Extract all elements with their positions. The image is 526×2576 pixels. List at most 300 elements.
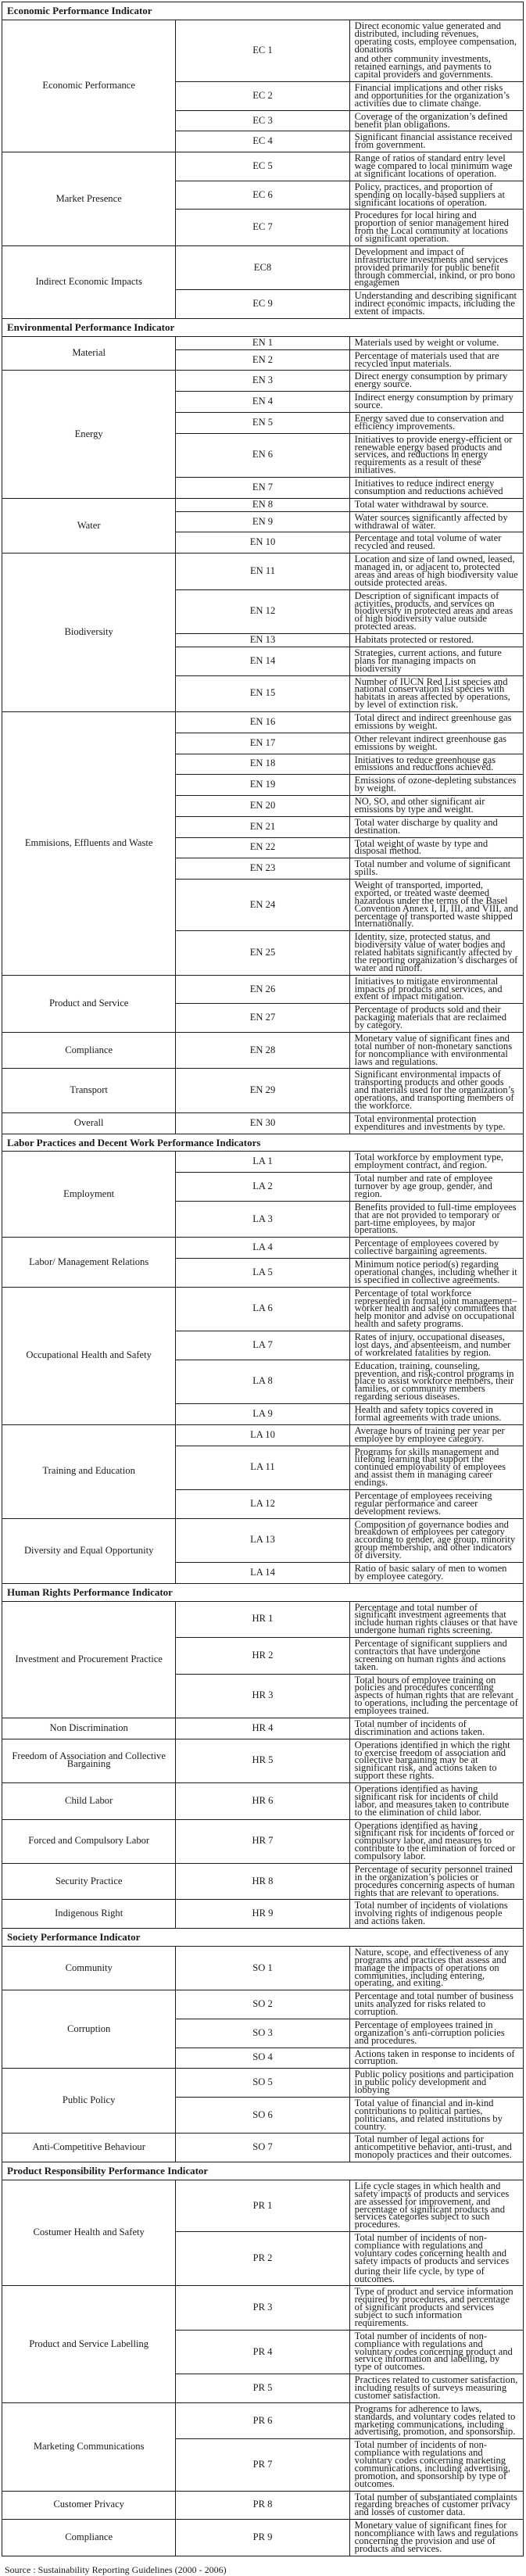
category-cell: Transport bbox=[2, 1069, 176, 1112]
table-body bbox=[2, 2, 524, 2556]
indicator-code: SO 1 bbox=[176, 1946, 349, 1990]
indicator-description bbox=[349, 1201, 523, 1238]
description-text: Composition of governance bodies and breakdown of employees per category according to gender, age group, minority group membership, and other indicators of diversity. bbox=[354, 1518, 516, 1560]
table-row bbox=[2, 2520, 524, 2556]
description-text: Development and impact of infrastructure investments and services provided primarily for public benefit through commercial, inkind, or pro bono engagemen bbox=[354, 245, 515, 288]
indicator-description bbox=[349, 1638, 523, 1675]
description-text: Total workforce by employment type, employment contract, and region. bbox=[354, 1152, 504, 1171]
indicator-description bbox=[349, 336, 523, 349]
description-text: Description of significant impacts of activities, products, and services on biodiversity in protected areas and areas of high biodiversity value outside protected areas. bbox=[354, 589, 513, 632]
indicator-code: LA 13 bbox=[176, 1518, 349, 1562]
indicator-description bbox=[349, 2019, 523, 2048]
indicator-description bbox=[349, 1331, 523, 1360]
section-header-row bbox=[2, 2162, 524, 2180]
description-text: Direct economic value generated and distributed, including revenues, operating costs, employee compensation, donations bbox=[354, 20, 517, 55]
indicator-description bbox=[349, 816, 523, 837]
category-cell: Diversity and Equal Opportunity bbox=[2, 1518, 176, 1583]
indicator-description bbox=[349, 2180, 523, 2231]
indicator-description bbox=[349, 478, 523, 499]
indicator-description bbox=[349, 837, 523, 858]
indicator-code: PR 7 bbox=[176, 2439, 349, 2491]
category-cell: Anti-Competitive Behaviour bbox=[2, 2134, 176, 2162]
category-cell: Occupational Health and Safety bbox=[2, 1287, 176, 1424]
indicator-code: LA 11 bbox=[176, 1446, 349, 1489]
gri-indicator-table bbox=[2, 2, 524, 2556]
description-text: Average hours of training per year per employee by employee category. bbox=[354, 1424, 505, 1444]
category-cell: Marketing Communications bbox=[2, 2402, 176, 2491]
description-text: Operations identified as having significant risk for incidents of forced or compulsory labor, and measures to contribute to the elimination of forced or compulsory labor. bbox=[354, 1819, 516, 1861]
description-text: Health and safety topics covered in formal agreements with trade unions. bbox=[354, 1404, 502, 1423]
indicator-description bbox=[349, 1152, 523, 1173]
section-header-row bbox=[2, 318, 524, 336]
category-cell: Emmisions, Effluents and Waste bbox=[2, 712, 176, 976]
indicator-description bbox=[349, 975, 523, 1004]
indicator-description bbox=[349, 1863, 523, 1900]
indicator-description bbox=[349, 858, 523, 880]
description-text: Education, training, counseling, prevention, and risk-control programs in place to assist workforce members, their families, or community members regarding serious diseases. bbox=[354, 1360, 514, 1403]
category-cell: Product and Service Labelling bbox=[2, 2286, 176, 2402]
table-row bbox=[2, 1518, 524, 1562]
description-text: Coverage of the organization’s defined benefit plan obligations. bbox=[354, 110, 508, 130]
table-row bbox=[2, 1739, 524, 1782]
indicator-code: EN 5 bbox=[176, 412, 349, 433]
indicator-code: EC 9 bbox=[176, 290, 349, 319]
description-text: Habitats protected or restored. bbox=[354, 634, 474, 645]
description-text: Total environmental protection expenditures and investments by type. bbox=[354, 1112, 506, 1132]
indicator-code: EN 25 bbox=[176, 931, 349, 975]
indicator-description bbox=[349, 931, 523, 975]
table-row bbox=[2, 1946, 524, 1990]
section-header-row bbox=[2, 1583, 524, 1601]
description-text: Life cycle stages in which health and safety impacts of products and services are assessed for improvement, and percentage of significant products and services categories subject to such procedures. bbox=[354, 2180, 510, 2230]
indicator-code: LA 2 bbox=[176, 1173, 349, 1202]
indicator-code: EN 19 bbox=[176, 775, 349, 796]
description-text: Identity, size, protected status, and biodiversity value of water bodies and related habitats significantly affected by the reporting organization’s discharges of water and runoff. bbox=[354, 931, 518, 973]
indicator-code: HR 6 bbox=[176, 1783, 349, 1820]
description-text: Percentage and total volume of water recycled and reused. bbox=[354, 532, 502, 552]
indicator-description bbox=[349, 775, 523, 796]
table-row bbox=[2, 1990, 524, 2019]
description-text: Procedures for local hiring and proportion of senior management hired from the Local community at locations of significant operation. bbox=[354, 210, 509, 244]
indicator-description bbox=[349, 1360, 523, 1403]
indicator-description bbox=[349, 1238, 523, 1259]
indicator-description bbox=[349, 1446, 523, 1489]
indicator-description bbox=[349, 2048, 523, 2069]
indicator-code: EN 8 bbox=[176, 498, 349, 511]
table-row bbox=[2, 2402, 524, 2439]
description-text: Indirect energy consumption by primary source. bbox=[354, 392, 513, 410]
description-text-continued: and other community investments, retained earnings, and payments to capital providers and governments. bbox=[354, 53, 493, 81]
indicator-code: EN 15 bbox=[176, 675, 349, 712]
indicator-code: EN 22 bbox=[176, 837, 349, 858]
indicator-description bbox=[349, 110, 523, 131]
indicator-description bbox=[349, 131, 523, 152]
indicator-code: LA 1 bbox=[176, 1152, 349, 1173]
section-header-row bbox=[2, 2, 524, 20]
indicator-code: EN 6 bbox=[176, 433, 349, 477]
category-cell: Biodiversity bbox=[2, 554, 176, 712]
table-row bbox=[2, 1601, 524, 1638]
description-text: Monetary value of significant fines for noncompliance with laws and regulations concerning the provision and use of products and services. bbox=[354, 2520, 518, 2554]
description-text: Significant financial assistance received from government. bbox=[354, 131, 513, 151]
description-text: Policy, practices, and proportion of spending on locally-based suppliers at significant locations of operation. bbox=[354, 181, 506, 208]
indicator-description bbox=[349, 589, 523, 633]
table-row bbox=[2, 2286, 524, 2330]
section-header-row bbox=[2, 1134, 524, 1152]
indicator-description bbox=[349, 796, 523, 817]
indicator-code: EC 5 bbox=[176, 152, 349, 181]
indicator-description bbox=[349, 1032, 523, 1069]
indicator-description bbox=[349, 2520, 523, 2556]
indicator-code: EN 13 bbox=[176, 634, 349, 647]
description-text: Percentage and total number of significant investment agreements that include human rights clauses or that have undergone human rights screening. bbox=[354, 1601, 518, 1636]
table-row bbox=[2, 1287, 524, 1331]
table-row bbox=[2, 20, 524, 81]
description-text: Programs for skills management and lifelong learning that support the continued employability of employees and assist them in managing career endings. bbox=[354, 1446, 506, 1488]
indicator-code: HR 8 bbox=[176, 1863, 349, 1900]
indicator-code: LA 10 bbox=[176, 1424, 349, 1446]
table-row bbox=[2, 1238, 524, 1259]
indicator-description bbox=[349, 2286, 523, 2330]
table-row bbox=[2, 2491, 524, 2520]
indicator-code: EN 20 bbox=[176, 796, 349, 817]
table-row bbox=[2, 712, 524, 733]
category-cell: Water bbox=[2, 498, 176, 553]
description-text: Percentage of materials used that are recycled input materials. bbox=[354, 349, 499, 369]
table-row bbox=[2, 1112, 524, 1134]
indicator-description bbox=[349, 2439, 523, 2491]
indicator-code: PR 9 bbox=[176, 2520, 349, 2556]
indicator-description bbox=[349, 1601, 523, 1638]
indicator-code: EN 24 bbox=[176, 880, 349, 931]
indicator-code: LA 4 bbox=[176, 1238, 349, 1259]
description-text: Total number of legal actions for anticompetitive behavior, anti-trust, and monopoly practices and their outcomes. bbox=[354, 2134, 512, 2161]
description-text: Total water withdrawal by source. bbox=[354, 498, 489, 510]
indicator-description bbox=[349, 880, 523, 931]
description-text: Energy saved due to conservation and efficiency improvements. bbox=[354, 412, 504, 432]
category-cell: Security Practice bbox=[2, 1863, 176, 1900]
description-text: Other relevant indirect greenhouse gas emissions by weight. bbox=[354, 733, 507, 752]
indicator-code: LA 7 bbox=[176, 1331, 349, 1360]
description-text: Total number and volume of significant spills. bbox=[354, 858, 511, 878]
indicator-description bbox=[349, 1424, 523, 1446]
section-title: Labor Practices and Decent Work Performance Indicators bbox=[2, 1134, 524, 1152]
category-cell: Community bbox=[2, 1946, 176, 1990]
category-cell: Economic Performance bbox=[2, 20, 176, 152]
indicator-description bbox=[349, 433, 523, 477]
description-text: Total number of incidents of discrimination and actions taken. bbox=[354, 1718, 485, 1737]
indicator-code: LA 12 bbox=[176, 1489, 349, 1518]
indicator-description bbox=[349, 1946, 523, 1990]
table-row bbox=[2, 245, 524, 289]
description-text: Total water discharge by quality and destination. bbox=[354, 816, 498, 836]
description-text: Total weight of waste by type and disposal method. bbox=[354, 837, 488, 857]
indicator-code: EC 1 bbox=[176, 20, 349, 81]
indicator-description bbox=[349, 1674, 523, 1718]
indicator-description bbox=[349, 2134, 523, 2162]
indicator-description bbox=[349, 1783, 523, 1820]
table-row bbox=[2, 1032, 524, 1069]
indicator-description bbox=[349, 2374, 523, 2403]
category-cell: Market Presence bbox=[2, 152, 176, 246]
indicator-code: EN 26 bbox=[176, 975, 349, 1004]
indicator-description bbox=[349, 554, 523, 590]
table-row bbox=[2, 1783, 524, 1820]
indicator-code: EN 17 bbox=[176, 733, 349, 754]
indicator-code: LA 9 bbox=[176, 1404, 349, 1425]
table-row bbox=[2, 975, 524, 1004]
indicator-code: EN 27 bbox=[176, 1004, 349, 1033]
description-text: Total number of incidents of violations involving rights of indigenous people and actions taken. bbox=[354, 1900, 508, 1927]
indicator-code: EN 9 bbox=[176, 511, 349, 532]
category-cell: Compliance bbox=[2, 1032, 176, 1069]
indicator-description bbox=[349, 210, 523, 246]
table-row bbox=[2, 371, 524, 392]
description-text: Emissions of ozone-depleting substances by weight. bbox=[354, 775, 517, 794]
description-text: Understanding and describing significant indirect economic impacts, including the extent of impacts. bbox=[354, 290, 517, 317]
indicator-code: LA 5 bbox=[176, 1259, 349, 1288]
description-text: Percentage of security personnel trained in the organization’s policies or procedures concerning aspects of human rights that are relevant to operations. bbox=[354, 1863, 515, 1898]
section-header-row bbox=[2, 1929, 524, 1947]
indicator-description bbox=[349, 152, 523, 181]
indicator-description bbox=[349, 532, 523, 554]
description-text: Minimum notice period(s) regarding operational changes, including whether it is specified in collective agreements. bbox=[354, 1259, 517, 1285]
indicator-description bbox=[349, 1112, 523, 1134]
indicator-code: PR 4 bbox=[176, 2330, 349, 2374]
description-text: Initiatives to reduce indirect energy consumption and reductions achieved bbox=[354, 478, 503, 496]
indicator-description bbox=[349, 511, 523, 532]
indicator-description bbox=[349, 2069, 523, 2098]
category-cell: Public Policy bbox=[2, 2069, 176, 2134]
indicator-description bbox=[349, 349, 523, 371]
indicator-description bbox=[349, 1287, 523, 1331]
description-text: Benefits provided to full-time employees that are not provided to temporary or part-time employees, by major operations. bbox=[354, 1201, 517, 1236]
indicator-description bbox=[349, 1173, 523, 1202]
indicator-code: SO 2 bbox=[176, 1990, 349, 2019]
description-text: Percentage of employees receiving regular performance and career development reviews. bbox=[354, 1489, 492, 1517]
description-text: Initiatives to mitigate environmental impacts of products and services, and extent of impact mitigation. bbox=[354, 975, 503, 1002]
indicator-code: EN 7 bbox=[176, 478, 349, 499]
indicator-code: SO 4 bbox=[176, 2048, 349, 2069]
indicator-description bbox=[349, 1562, 523, 1583]
description-text: Percentage of significant suppliers and contractors that have undergone screening on human rights and actions taken. bbox=[354, 1638, 507, 1672]
description-text: Total number of substantiated complaints regarding breaches of customer privacy and losses of customer data. bbox=[354, 2491, 517, 2518]
indicator-code: SO 6 bbox=[176, 2097, 349, 2134]
section-title: Human Rights Performance Indicator bbox=[2, 1583, 524, 1601]
indicator-description bbox=[349, 1900, 523, 1929]
section-title: Economic Performance Indicator bbox=[2, 2, 524, 20]
indicator-code: PR 3 bbox=[176, 2286, 349, 2330]
description-text: Operations identified as having significant risk for incidents of child labor, and measures taken to contribute to the elimination of child labor. bbox=[354, 1783, 510, 1818]
indicator-code: PR 2 bbox=[176, 2232, 349, 2286]
indicator-code: EC8 bbox=[176, 245, 349, 289]
description-text: Total number of incidents of non-compliance with regulations and voluntary codes concerning marketing communications, including advertising, promotion, and sponsorship by type of outcomes. bbox=[354, 2439, 511, 2489]
indicator-code: HR 4 bbox=[176, 1718, 349, 1739]
indicator-code: EC 7 bbox=[176, 210, 349, 246]
table-row bbox=[2, 1152, 524, 1173]
indicator-description bbox=[349, 290, 523, 319]
indicator-code: SO 3 bbox=[176, 2019, 349, 2048]
indicator-code: EN 21 bbox=[176, 816, 349, 837]
indicator-code: EN 14 bbox=[176, 647, 349, 675]
indicator-code: HR 9 bbox=[176, 1900, 349, 1929]
description-text-continued: during their life cycle, by type of outcomes. bbox=[354, 2265, 485, 2284]
indicator-code: HR 7 bbox=[176, 1819, 349, 1863]
indicator-code: EC 2 bbox=[176, 82, 349, 111]
indicator-description bbox=[349, 1259, 523, 1288]
section-title: Environmental Performance Indicator bbox=[2, 318, 524, 336]
description-text: Range of ratios of standard entry level wage compared to local minimum wage at significant locations of operation. bbox=[354, 152, 513, 179]
table-row bbox=[2, 336, 524, 349]
description-text: Water sources significantly affected by withdrawal of water. bbox=[354, 511, 508, 531]
indicator-description bbox=[349, 1518, 523, 1562]
indicator-table-container bbox=[2, 2, 524, 2556]
indicator-description bbox=[349, 2402, 523, 2439]
indicator-description bbox=[349, 1718, 523, 1739]
description-text: Initiatives to provide energy-efficient or renewable energy based products and services, and reductions in energy requirements as a result of these initiatives. bbox=[354, 433, 513, 476]
indicator-description bbox=[349, 754, 523, 775]
indicator-description bbox=[349, 647, 523, 675]
description-text: Direct energy consumption by primary energy source. bbox=[354, 371, 508, 390]
indicator-code: PR 8 bbox=[176, 2491, 349, 2520]
indicator-description bbox=[349, 1489, 523, 1518]
indicator-code: EC 4 bbox=[176, 131, 349, 152]
indicator-description bbox=[349, 20, 523, 81]
category-cell: Employment bbox=[2, 1152, 176, 1238]
indicator-code: HR 2 bbox=[176, 1638, 349, 1675]
category-cell: Training and Education bbox=[2, 1424, 176, 1518]
description-text: Percentage of employees covered by collective bargaining agreements. bbox=[354, 1238, 499, 1257]
description-text: Materials used by weight or volume. bbox=[354, 336, 499, 348]
source-note: Source : Sustainability Reporting Guidelines (2000 - 2006) bbox=[5, 2563, 227, 2575]
category-cell: Overall bbox=[2, 1112, 176, 1134]
category-cell: Labor/ Management Relations bbox=[2, 1238, 176, 1287]
indicator-description bbox=[349, 1004, 523, 1033]
indicator-description bbox=[349, 675, 523, 712]
indicator-code: EN 11 bbox=[176, 554, 349, 590]
indicator-code: LA 14 bbox=[176, 1562, 349, 1583]
description-text: Weight of transported, imported, exported, or treated waste deemed hazardous under the terms of the Basel Convention Annex I, II, III, and VIII, and percentage of transported waste shipped internationally. bbox=[354, 880, 518, 930]
table-row bbox=[2, 1069, 524, 1112]
indicator-description bbox=[349, 82, 523, 111]
indicator-description bbox=[349, 1069, 523, 1112]
indicator-code: LA 6 bbox=[176, 1287, 349, 1331]
indicator-description bbox=[349, 2097, 523, 2134]
category-cell: Investment and Procurement Practice bbox=[2, 1601, 176, 1718]
table-row bbox=[2, 2180, 524, 2231]
description-text: Public policy positions and participation in public policy development and lobbying bbox=[354, 2069, 514, 2095]
indicator-description bbox=[349, 181, 523, 210]
indicator-code: EN 29 bbox=[176, 1069, 349, 1112]
description-text: Total number of incidents of non-compliance with regulations and voluntary codes concerning health and safety impacts of products and services bbox=[354, 2232, 510, 2266]
table-row bbox=[2, 1900, 524, 1929]
description-text: Significant environmental impacts of transporting products and other goods and materials used for the organization’s operations, and transporting members of the workforce. bbox=[354, 1069, 515, 1111]
indicator-description bbox=[349, 2491, 523, 2520]
section-title: Society Performance Indicator bbox=[2, 1929, 524, 1947]
indicator-description bbox=[349, 2330, 523, 2374]
category-cell: Indirect Economic Impacts bbox=[2, 245, 176, 318]
category-cell: Material bbox=[2, 336, 176, 371]
description-text: Total value of financial and in-kind contributions to political parties, politicians, and related institutions by country. bbox=[354, 2097, 503, 2132]
indicator-code: EN 1 bbox=[176, 336, 349, 349]
indicator-code: HR 1 bbox=[176, 1601, 349, 1638]
description-text: Percentage of products sold and their packaging materials that are reclaimed by category. bbox=[354, 1004, 507, 1030]
indicator-code: EN 23 bbox=[176, 858, 349, 880]
indicator-code: EN 12 bbox=[176, 589, 349, 633]
indicator-code: PR 6 bbox=[176, 2402, 349, 2439]
indicator-code: HR 5 bbox=[176, 1739, 349, 1782]
indicator-description bbox=[349, 712, 523, 733]
indicator-description bbox=[349, 1404, 523, 1425]
description-text: Strategies, current actions, and future plans for managing impacts on biodiversity bbox=[354, 647, 502, 674]
indicator-description bbox=[349, 498, 523, 511]
indicator-code: LA 3 bbox=[176, 1201, 349, 1238]
indicator-code: SO 7 bbox=[176, 2134, 349, 2162]
category-cell: Product and Service bbox=[2, 975, 176, 1032]
category-cell: Corruption bbox=[2, 1990, 176, 2069]
category-cell: Freedom of Association and Collective Bargaining bbox=[2, 1739, 176, 1782]
indicator-description bbox=[349, 392, 523, 413]
description-text: Ratio of basic salary of men to women by employee category. bbox=[354, 1562, 507, 1582]
indicator-code: HR 3 bbox=[176, 1674, 349, 1718]
description-text: Practices related to customer satisfaction, including results of surveys measuring customer satisfaction. bbox=[354, 2374, 518, 2401]
table-row bbox=[2, 1424, 524, 1446]
section-title: Product Responsibility Performance Indicator bbox=[2, 2162, 524, 2180]
category-cell: Customer Privacy bbox=[2, 2491, 176, 2520]
description-text: Financial implications and other risks and opportunities for the organization’s activities due to climate change. bbox=[354, 82, 510, 109]
indicator-description bbox=[349, 371, 523, 392]
indicator-code: EN 4 bbox=[176, 392, 349, 413]
indicator-code: EN 30 bbox=[176, 1112, 349, 1134]
indicator-code: PR 1 bbox=[176, 2180, 349, 2231]
indicator-description bbox=[349, 733, 523, 754]
indicator-code: EN 28 bbox=[176, 1032, 349, 1069]
indicator-code: LA 8 bbox=[176, 1360, 349, 1403]
indicator-code: EN 18 bbox=[176, 754, 349, 775]
description-text: Type of product and service information required by procedures, and percentage of significant products and services subject to such information requirements. bbox=[354, 2286, 513, 2328]
category-cell: Costumer Health and Safety bbox=[2, 2180, 176, 2286]
category-cell: Forced and Compulsory Labor bbox=[2, 1819, 176, 1863]
category-cell: Compliance bbox=[2, 2520, 176, 2556]
description-text: Number of IUCN Red List species and national conservation list species with habitats in areas affected by operations, by level of extinction risk. bbox=[354, 675, 510, 711]
indicator-code: EN 3 bbox=[176, 371, 349, 392]
category-cell: Indigenous Right bbox=[2, 1900, 176, 1929]
table-row bbox=[2, 554, 524, 590]
table-row bbox=[2, 1718, 524, 1739]
indicator-code: PR 5 bbox=[176, 2374, 349, 2403]
category-cell: Non Discrimination bbox=[2, 1718, 176, 1739]
indicator-description bbox=[349, 245, 523, 289]
indicator-code: EN 2 bbox=[176, 349, 349, 371]
indicator-description bbox=[349, 634, 523, 647]
description-text: Location and size of land owned, leased, managed in, or adjacent to, protected areas and areas of high biodiversity value outside protected areas. bbox=[354, 554, 518, 588]
description-text: Monetary value of significant fines and total number of non-monetary sanctions for noncompliance with environmental laws and regulations. bbox=[354, 1032, 513, 1067]
description-text: Rates of injury, occupational diseases, lost days, and absenteeism, and number of workrelated fatalities by region. bbox=[354, 1331, 511, 1358]
indicator-code: EN 16 bbox=[176, 712, 349, 733]
table-row bbox=[2, 1819, 524, 1863]
description-text: Total number of incidents of non-compliance with regulations and voluntary codes concerning product and service information and labelling, by type of outcomes. bbox=[354, 2330, 513, 2373]
description-text: Total direct and indirect greenhouse gas emissions by weight. bbox=[354, 712, 512, 731]
table-row bbox=[2, 152, 524, 181]
table-row bbox=[2, 1863, 524, 1900]
table-row bbox=[2, 498, 524, 511]
indicator-description bbox=[349, 1990, 523, 2019]
indicator-code: EN 10 bbox=[176, 532, 349, 554]
description-text: Percentage and total number of business units analyzed for risks related to corruption. bbox=[354, 1990, 513, 2017]
category-cell: Energy bbox=[2, 371, 176, 498]
description-text: Initiatives to reduce greenhouse gas emissions and reductions achieved. bbox=[354, 754, 496, 773]
description-text: Nature, scope, and effectiveness of any programs and practices that assess and manage the impacts of operations on communities, including entering, operating, and exiting. bbox=[354, 1946, 509, 1989]
